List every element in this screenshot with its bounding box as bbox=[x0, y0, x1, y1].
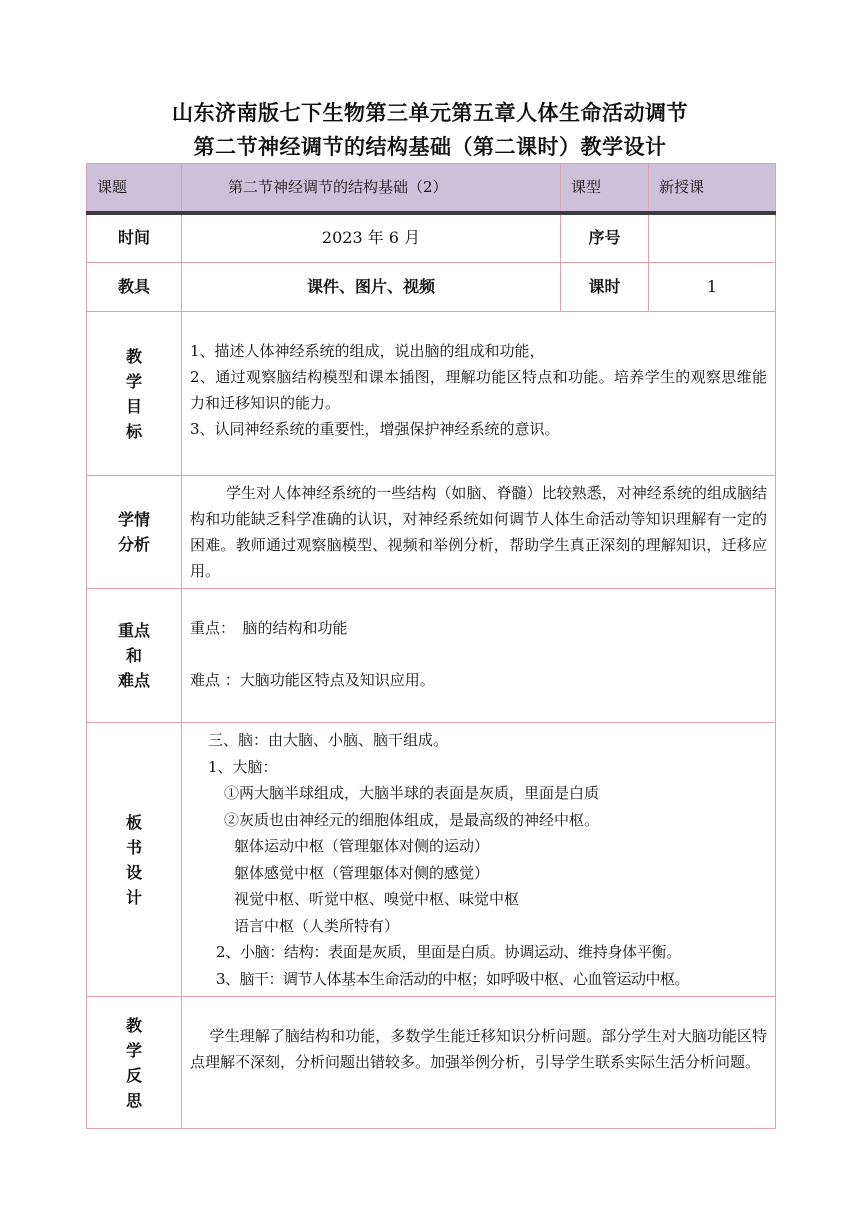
reflection-label: 教 学 反 思 bbox=[87, 997, 182, 1129]
objectives-label: 教 学 目 标 bbox=[87, 312, 182, 476]
analysis-text: 学生对人体神经系统的一些结构（如脑、脊髓）比较熟悉，对神经系统的组成脑结构和功能缺乏科学准确的认识，对神经系统如何调节人体生命活动等知识理解有一定的困难。教师通过观察脑模型、视频和举例分析，帮助学生真正深刻的理解知识，迁移应用。 bbox=[190, 484, 767, 580]
analysis-content bbox=[182, 476, 776, 589]
board-line: 1、大脑： bbox=[208, 757, 278, 776]
reflection-row bbox=[87, 997, 776, 1129]
board-line: 3、脑干：调节人体基本生命活动的中枢；如呼吸中枢、心血管运动中枢。 bbox=[216, 969, 690, 988]
board-line: 语言中枢（人类所特有） bbox=[234, 916, 400, 935]
board-line: 视觉中枢、听觉中枢、嗅觉中枢、味觉中枢 bbox=[234, 890, 520, 908]
key-points-content bbox=[182, 589, 776, 723]
time-value: 2023 年 6 月 bbox=[182, 213, 561, 263]
board-design-label: 板 书 设 计 bbox=[87, 723, 182, 997]
objectives-content bbox=[182, 312, 776, 476]
reflection-content bbox=[182, 997, 776, 1129]
sequence-value bbox=[649, 213, 776, 263]
type-value: 新授课 bbox=[649, 164, 776, 213]
reflection-text: 学生理解了脑结构和功能，多数学生能迁移知识分析问题。部分学生对大脑功能区特点理解不深刻，分析问题出错较多。加强举例分析，引导学生联系实际生活分析问题。 bbox=[190, 1027, 767, 1071]
time-row bbox=[87, 213, 776, 263]
board-row bbox=[87, 723, 776, 997]
objective-item: 3、认同神经系统的重要性，增强保护神经系统的意识。 bbox=[190, 420, 560, 438]
hours-value: 1 bbox=[649, 263, 776, 312]
objective-item: 1、描述人体神经系统的组成，说出脑的组成和功能， bbox=[190, 342, 545, 360]
hours-label: 课时 bbox=[561, 263, 649, 312]
analysis-row bbox=[87, 476, 776, 589]
time-label: 时间 bbox=[87, 213, 182, 263]
board-line: 三、脑：由大脑、小脑、脑干组成。 bbox=[208, 731, 449, 749]
tools-value: 课件、图片、视频 bbox=[182, 263, 561, 312]
key-point-text: 重点： 脑的结构和功能 bbox=[190, 619, 348, 637]
document-title-line1: 山东济南版七下生物第三单元第五章人体生命活动调节 bbox=[172, 101, 688, 125]
key-points-row bbox=[87, 589, 776, 723]
document-title-line2: 第二节神经调节的结构基础（第二课时）教学设计 bbox=[193, 135, 667, 159]
board-line: ①两大脑半球组成，大脑半球的表面是灰质，里面是白质 bbox=[224, 784, 600, 802]
sequence-label: 序号 bbox=[561, 213, 649, 263]
objective-item: 2、通过观察脑结构模型和课本插图，理解功能区特点和功能。培养学生的观察思维能力和迁移知识的能力。 bbox=[190, 368, 767, 412]
lesson-plan-table bbox=[86, 163, 776, 1129]
topic-label: 课题 bbox=[87, 164, 182, 213]
difficult-point-text: 难点 ：大脑功能区特点及知识应用。 bbox=[190, 671, 435, 689]
board-line: 躯体运动中枢（管理躯体对侧的运动） bbox=[234, 837, 490, 855]
board-line: 2、小脑：结构：表面是灰质，里面是白质。协调运动、维持身体平衡。 bbox=[216, 943, 681, 961]
header-row bbox=[87, 164, 776, 213]
analysis-label: 学情 分析 bbox=[87, 476, 182, 589]
board-line: 躯体感觉中枢（管理躯体对侧的感觉） bbox=[234, 863, 490, 882]
tools-row bbox=[87, 263, 776, 312]
type-label: 课型 bbox=[561, 164, 649, 213]
tools-label: 教具 bbox=[87, 263, 182, 312]
key-points-label: 重点 和 难点 bbox=[87, 589, 182, 723]
board-line: ②灰质也由神经元的细胞体组成，是最高级的神经中枢。 bbox=[224, 810, 600, 829]
topic-value: 第二节神经调节的结构基础（2） bbox=[182, 164, 561, 213]
objectives-row bbox=[87, 312, 776, 476]
board-design-content bbox=[182, 723, 776, 997]
